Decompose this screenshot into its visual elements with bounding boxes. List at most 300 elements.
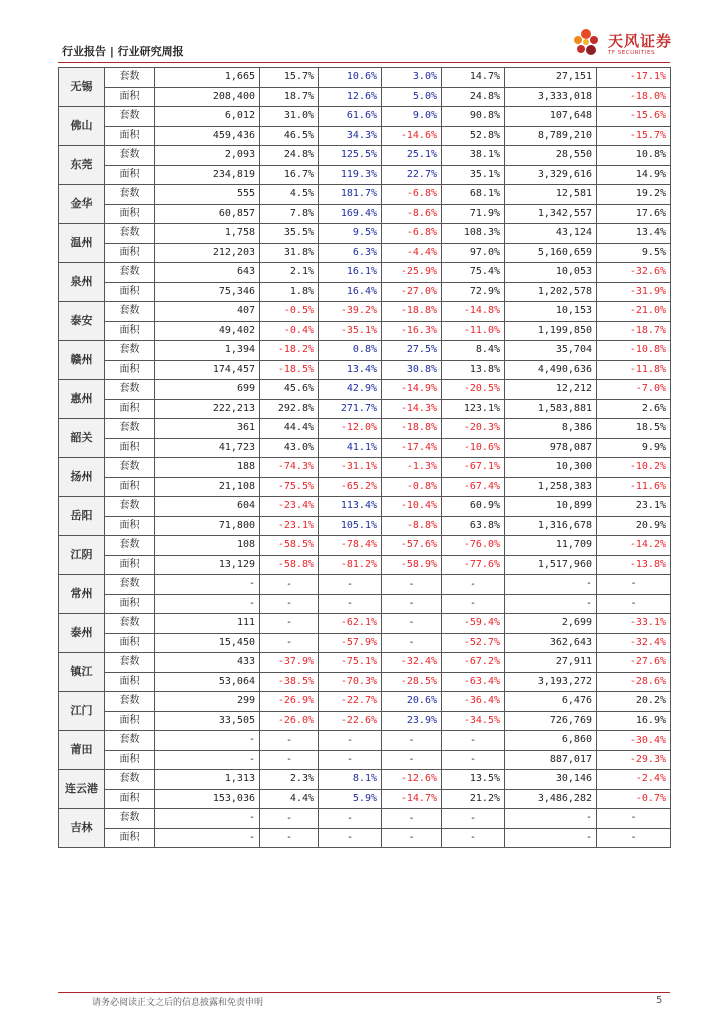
table-cell: 1,258,383 (505, 477, 597, 497)
table-cell: - (155, 809, 260, 829)
table-cell: - (382, 809, 442, 829)
table-cell: 105.1% (319, 516, 382, 536)
table-cell: -70.3% (319, 672, 382, 692)
logo-name: 天风证券 (608, 32, 673, 50)
table-cell: -28.6% (597, 672, 671, 692)
table-cell: 4.5% (260, 185, 319, 205)
metric-label: 面积 (105, 750, 155, 770)
table-row (59, 458, 671, 478)
table-row (59, 419, 671, 439)
metric-label: 套数 (105, 146, 155, 166)
table-cell: 61.6% (319, 107, 382, 127)
table-cell: 27.5% (382, 341, 442, 361)
table-cell: -14.3% (382, 399, 442, 419)
city-name: 扬州 (59, 458, 105, 497)
table-cell: -0.4% (260, 321, 319, 341)
table-row (59, 360, 671, 380)
table-cell: - (319, 575, 382, 595)
table-cell: -37.9% (260, 653, 319, 673)
table-cell: - (260, 633, 319, 653)
table-cell: - (505, 828, 597, 848)
table-row (59, 68, 671, 88)
table-cell: -1.3% (382, 458, 442, 478)
metric-label: 套数 (105, 224, 155, 244)
table-cell: 111 (155, 614, 260, 634)
city-name: 江阴 (59, 536, 105, 575)
table-row (59, 497, 671, 517)
table-cell: 33,505 (155, 711, 260, 731)
city-name: 泉州 (59, 263, 105, 302)
table-cell: 3,333,018 (505, 87, 597, 107)
table-cell: 30.8% (382, 360, 442, 380)
city-name: 惠州 (59, 380, 105, 419)
table-cell: 23.1% (597, 497, 671, 517)
table-cell: 0.8% (319, 341, 382, 361)
table-cell: -15.7% (597, 126, 671, 146)
table-cell: 222,213 (155, 399, 260, 419)
table-row (59, 185, 671, 205)
table-cell: 46.5% (260, 126, 319, 146)
city-name: 无锡 (59, 68, 105, 107)
table-cell: 22.7% (382, 165, 442, 185)
table-cell: - (319, 594, 382, 614)
table-cell: 68.1% (442, 185, 505, 205)
table-cell: -77.6% (442, 555, 505, 575)
table-cell: 41.1% (319, 438, 382, 458)
metric-label: 面积 (105, 87, 155, 107)
table-cell: 35.1% (442, 165, 505, 185)
table-cell: 1,316,678 (505, 516, 597, 536)
table-cell: -57.6% (382, 536, 442, 556)
table-cell: 11,709 (505, 536, 597, 556)
table-row (59, 555, 671, 575)
table-cell: 978,087 (505, 438, 597, 458)
table-cell: 208,400 (155, 87, 260, 107)
city-name: 连云港 (59, 770, 105, 809)
city-name: 泰安 (59, 302, 105, 341)
table-cell: 3,193,272 (505, 672, 597, 692)
table-cell: -31.1% (319, 458, 382, 478)
metric-label: 套数 (105, 536, 155, 556)
metric-label: 套数 (105, 575, 155, 595)
table-cell: 97.0% (442, 243, 505, 263)
table-cell: -27.6% (597, 653, 671, 673)
table-row (59, 809, 671, 829)
metric-label: 面积 (105, 516, 155, 536)
table-cell: 23.9% (382, 711, 442, 731)
table-cell: 5.0% (382, 87, 442, 107)
table-cell: -75.5% (260, 477, 319, 497)
table-cell: 181.7% (319, 185, 382, 205)
metric-label: 套数 (105, 419, 155, 439)
table-cell: - (260, 750, 319, 770)
logo-flower-icon (568, 22, 608, 62)
table-cell: 292.8% (260, 399, 319, 419)
metric-label: 面积 (105, 243, 155, 263)
table-cell: 14.7% (442, 68, 505, 88)
table-row (59, 750, 671, 770)
table-cell: -7.0% (597, 380, 671, 400)
table-cell: 21.2% (442, 789, 505, 809)
table-cell: -63.4% (442, 672, 505, 692)
table-cell: 459,436 (155, 126, 260, 146)
table-row (59, 126, 671, 146)
city-name: 赣州 (59, 341, 105, 380)
table-cell: -59.4% (442, 614, 505, 634)
table-cell: 31.8% (260, 243, 319, 263)
table-cell: 15,450 (155, 633, 260, 653)
table-cell: - (597, 809, 671, 829)
table-cell: - (319, 731, 382, 751)
table-cell: 19.2% (597, 185, 671, 205)
table-cell: 6,860 (505, 731, 597, 751)
table-cell: -4.4% (382, 243, 442, 263)
footer-divider (58, 992, 670, 993)
metric-label: 套数 (105, 731, 155, 751)
table-cell: 3.0% (382, 68, 442, 88)
table-cell: 8.4% (442, 341, 505, 361)
table-cell: - (597, 575, 671, 595)
table-cell: 153,036 (155, 789, 260, 809)
table-cell: 9.0% (382, 107, 442, 127)
table-cell: 12,581 (505, 185, 597, 205)
table-cell: - (442, 828, 505, 848)
table-cell: -35.1% (319, 321, 382, 341)
table-cell: 123.1% (442, 399, 505, 419)
table-cell: 125.5% (319, 146, 382, 166)
table-cell: -26.9% (260, 692, 319, 712)
table-cell: 52.8% (442, 126, 505, 146)
table-cell: -14.2% (597, 536, 671, 556)
table-cell: -58.5% (260, 536, 319, 556)
table-cell: 13,129 (155, 555, 260, 575)
table-row (59, 477, 671, 497)
table-cell: 1,202,578 (505, 282, 597, 302)
table-cell: 72.9% (442, 282, 505, 302)
table-cell: - (260, 731, 319, 751)
metric-label: 面积 (105, 633, 155, 653)
table-row (59, 731, 671, 751)
table-cell: 27,911 (505, 653, 597, 673)
table-cell: -32.4% (597, 633, 671, 653)
table-cell: -30.4% (597, 731, 671, 751)
table-cell: -57.9% (319, 633, 382, 653)
table-cell: 362,643 (505, 633, 597, 653)
table-cell: - (260, 828, 319, 848)
table-cell: -18.8% (382, 419, 442, 439)
table-cell: 1,313 (155, 770, 260, 790)
table-cell: 75.4% (442, 263, 505, 283)
table-cell: -22.6% (319, 711, 382, 731)
table-cell: - (442, 750, 505, 770)
table-row (59, 321, 671, 341)
table-row (59, 653, 671, 673)
table-cell: -78.4% (319, 536, 382, 556)
metric-label: 面积 (105, 672, 155, 692)
metric-label: 面积 (105, 789, 155, 809)
metric-label: 套数 (105, 809, 155, 829)
table-cell: 9.9% (597, 438, 671, 458)
table-cell: -52.7% (442, 633, 505, 653)
table-cell: -8.8% (382, 516, 442, 536)
metric-label: 套数 (105, 302, 155, 322)
city-name: 泰州 (59, 614, 105, 653)
table-row (59, 243, 671, 263)
table-cell: 113.4% (319, 497, 382, 517)
table-cell: 43,124 (505, 224, 597, 244)
table-cell: -18.2% (260, 341, 319, 361)
table-cell: 10,153 (505, 302, 597, 322)
table-cell: 42.9% (319, 380, 382, 400)
table-cell: 643 (155, 263, 260, 283)
table-cell: -14.7% (382, 789, 442, 809)
table-cell: - (155, 750, 260, 770)
table-cell: 63.8% (442, 516, 505, 536)
table-cell: -11.0% (442, 321, 505, 341)
table-cell: -13.8% (597, 555, 671, 575)
table-cell: - (597, 594, 671, 614)
metric-label: 面积 (105, 360, 155, 380)
table-cell: -27.0% (382, 282, 442, 302)
metric-label: 套数 (105, 497, 155, 517)
table-cell: -15.6% (597, 107, 671, 127)
table-cell: -18.0% (597, 87, 671, 107)
table-cell: 433 (155, 653, 260, 673)
table-row (59, 341, 671, 361)
metric-label: 面积 (105, 438, 155, 458)
table-cell: -0.5% (260, 302, 319, 322)
table-cell: -32.6% (597, 263, 671, 283)
table-cell: 6,476 (505, 692, 597, 712)
table-cell: 9.5% (319, 224, 382, 244)
table-cell: -0.7% (597, 789, 671, 809)
metric-label: 面积 (105, 555, 155, 575)
table-cell: -36.4% (442, 692, 505, 712)
table-cell: - (382, 731, 442, 751)
table-body (59, 68, 671, 848)
table-cell: -62.1% (319, 614, 382, 634)
table-cell: -6.8% (382, 224, 442, 244)
table-cell: - (155, 731, 260, 751)
table-cell: - (260, 809, 319, 829)
metric-label: 面积 (105, 594, 155, 614)
table-cell: 234,819 (155, 165, 260, 185)
table-cell: - (382, 614, 442, 634)
table-cell: -38.5% (260, 672, 319, 692)
metric-label: 面积 (105, 711, 155, 731)
table-cell: 407 (155, 302, 260, 322)
table-cell: 20.9% (597, 516, 671, 536)
table-row (59, 536, 671, 556)
table-cell: 35.5% (260, 224, 319, 244)
table-cell: 887,017 (505, 750, 597, 770)
table-cell: - (505, 809, 597, 829)
table-row (59, 575, 671, 595)
metric-label: 套数 (105, 341, 155, 361)
metric-label: 套数 (105, 263, 155, 283)
table-row (59, 224, 671, 244)
table-cell: - (155, 828, 260, 848)
table-cell: - (155, 594, 260, 614)
table-cell: 2.3% (260, 770, 319, 790)
table-row (59, 516, 671, 536)
metric-label: 套数 (105, 185, 155, 205)
table-cell: - (260, 575, 319, 595)
table-cell: 188 (155, 458, 260, 478)
table-cell: - (382, 750, 442, 770)
table-cell: 15.7% (260, 68, 319, 88)
table-cell: 1,394 (155, 341, 260, 361)
table-cell: - (260, 594, 319, 614)
table-cell: - (442, 809, 505, 829)
table-cell: 361 (155, 419, 260, 439)
table-cell: 271.7% (319, 399, 382, 419)
metric-label: 套数 (105, 380, 155, 400)
table-cell: - (155, 575, 260, 595)
table-cell: -33.1% (597, 614, 671, 634)
table-cell: -67.4% (442, 477, 505, 497)
table-cell: 60,857 (155, 204, 260, 224)
housing-sales-table (58, 67, 671, 848)
table-cell: -17.4% (382, 438, 442, 458)
table-cell: 17.6% (597, 204, 671, 224)
table-cell: 6.3% (319, 243, 382, 263)
table-cell: -14.9% (382, 380, 442, 400)
table-cell: -10.4% (382, 497, 442, 517)
table-cell: -11.8% (597, 360, 671, 380)
city-name: 韶关 (59, 419, 105, 458)
table-cell: 555 (155, 185, 260, 205)
table-cell: 212,203 (155, 243, 260, 263)
table-cell: 49,402 (155, 321, 260, 341)
metric-label: 套数 (105, 68, 155, 88)
table-cell: 43.0% (260, 438, 319, 458)
table-cell: 24.8% (442, 87, 505, 107)
table-cell: - (505, 594, 597, 614)
table-cell: - (597, 828, 671, 848)
table-cell: -20.3% (442, 419, 505, 439)
table-cell: 2,699 (505, 614, 597, 634)
table-cell: 71,800 (155, 516, 260, 536)
table-cell: -11.6% (597, 477, 671, 497)
city-name: 常州 (59, 575, 105, 614)
table-row (59, 594, 671, 614)
table-cell: 107,648 (505, 107, 597, 127)
city-name: 吉林 (59, 809, 105, 848)
table-cell: -76.0% (442, 536, 505, 556)
table-row (59, 302, 671, 322)
table-cell: - (382, 633, 442, 653)
table-cell: 6,012 (155, 107, 260, 127)
table-cell: 5.9% (319, 789, 382, 809)
table-cell: - (382, 828, 442, 848)
table-cell: -32.4% (382, 653, 442, 673)
header-divider (58, 62, 670, 63)
table-cell: -67.2% (442, 653, 505, 673)
table-cell: 4.4% (260, 789, 319, 809)
metric-label: 面积 (105, 828, 155, 848)
table-cell: -22.7% (319, 692, 382, 712)
table-cell: -21.0% (597, 302, 671, 322)
metric-label: 套数 (105, 614, 155, 634)
table-cell: 1,517,960 (505, 555, 597, 575)
table-cell: 108.3% (442, 224, 505, 244)
table-cell: -81.2% (319, 555, 382, 575)
metric-label: 套数 (105, 107, 155, 127)
metric-label: 套数 (105, 770, 155, 790)
table-cell: 2.6% (597, 399, 671, 419)
table-cell: 726,769 (505, 711, 597, 731)
table-cell: 20.2% (597, 692, 671, 712)
table-cell: 2,093 (155, 146, 260, 166)
table-cell: 699 (155, 380, 260, 400)
table-cell: -67.1% (442, 458, 505, 478)
table-cell: -65.2% (319, 477, 382, 497)
metric-label: 面积 (105, 126, 155, 146)
table-cell: 119.3% (319, 165, 382, 185)
table-cell: 299 (155, 692, 260, 712)
table-row (59, 380, 671, 400)
table-cell: 38.1% (442, 146, 505, 166)
table-cell: 25.1% (382, 146, 442, 166)
table-cell: -12.6% (382, 770, 442, 790)
city-name: 东莞 (59, 146, 105, 185)
table-cell: - (382, 594, 442, 614)
company-logo (568, 22, 678, 62)
table-cell: 12.6% (319, 87, 382, 107)
table-cell: 604 (155, 497, 260, 517)
table-cell: -26.0% (260, 711, 319, 731)
table-cell: -18.7% (597, 321, 671, 341)
city-name: 佛山 (59, 107, 105, 146)
table-row (59, 770, 671, 790)
table-cell: 30,146 (505, 770, 597, 790)
city-name: 镇江 (59, 653, 105, 692)
metric-label: 面积 (105, 204, 155, 224)
table-cell: -16.3% (382, 321, 442, 341)
table-cell: - (382, 575, 442, 595)
table-cell: -29.3% (597, 750, 671, 770)
table-cell: 1,199,850 (505, 321, 597, 341)
table-cell: 5,160,659 (505, 243, 597, 263)
table-cell: - (442, 575, 505, 595)
table-cell: 16.1% (319, 263, 382, 283)
table-cell: 45.6% (260, 380, 319, 400)
metric-label: 面积 (105, 282, 155, 302)
table-cell: 8.1% (319, 770, 382, 790)
table-cell: -17.1% (597, 68, 671, 88)
table-cell: 41,723 (155, 438, 260, 458)
disclaimer: 请务必阅读正文之后的信息披露和免责申明 (92, 998, 264, 1008)
table-cell: 27,151 (505, 68, 597, 88)
table-cell: -2.4% (597, 770, 671, 790)
city-name: 莆田 (59, 731, 105, 770)
table-cell: -8.6% (382, 204, 442, 224)
table-cell: 21,108 (155, 477, 260, 497)
table-cell: 28,550 (505, 146, 597, 166)
table-cell: 169.4% (319, 204, 382, 224)
metric-label: 面积 (105, 321, 155, 341)
table-cell: 16.7% (260, 165, 319, 185)
table-cell: -28.5% (382, 672, 442, 692)
table-cell: 12,212 (505, 380, 597, 400)
table-cell: 90.8% (442, 107, 505, 127)
table-cell: 10,053 (505, 263, 597, 283)
table-cell: 1,758 (155, 224, 260, 244)
table-cell: 13.4% (597, 224, 671, 244)
table-cell: -58.9% (382, 555, 442, 575)
table-row (59, 633, 671, 653)
